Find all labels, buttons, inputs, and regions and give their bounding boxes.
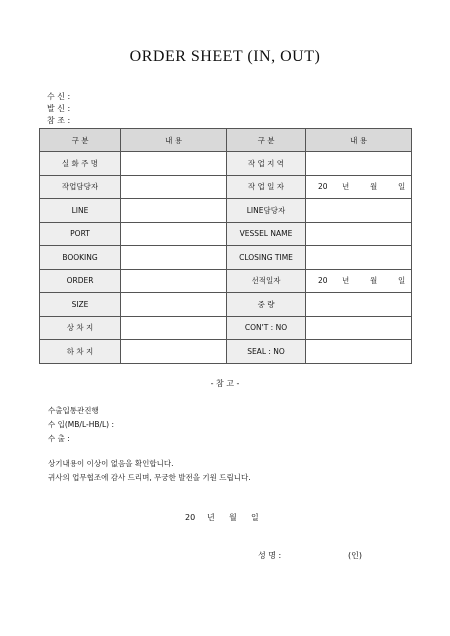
value-cell[interactable] xyxy=(121,222,227,246)
value-cell[interactable] xyxy=(306,152,412,176)
value-cell[interactable] xyxy=(306,246,412,270)
date-month-label: 월 xyxy=(370,276,378,286)
value-cell[interactable] xyxy=(121,152,227,176)
confirmation-text: 상기내용이 이상이 없음을 확인합니다. xyxy=(48,459,174,468)
row-label: 작 업 지 역 xyxy=(227,152,306,176)
date-year-label: 년 xyxy=(342,182,350,192)
date-day-label: 일 xyxy=(251,513,259,522)
column-header: 내 용 xyxy=(121,129,227,152)
work-date-cell[interactable] xyxy=(306,175,412,199)
value-cell[interactable] xyxy=(306,293,412,317)
value-cell[interactable] xyxy=(306,199,412,223)
table-row xyxy=(40,222,412,246)
customs-heading: 수출입통관진행 xyxy=(48,406,99,415)
row-label: 작 업 일 자 xyxy=(227,175,306,199)
row-label: LINE xyxy=(40,199,121,223)
value-cell[interactable] xyxy=(121,293,227,317)
table-row xyxy=(40,293,412,317)
row-label: PORT xyxy=(40,222,121,246)
order-table xyxy=(39,128,412,364)
date-day-label: 일 xyxy=(398,276,406,286)
row-label: 상 차 지 xyxy=(40,316,121,340)
table-row xyxy=(40,316,412,340)
value-cell[interactable] xyxy=(121,316,227,340)
column-header: 구 분 xyxy=(227,129,306,152)
column-header: 구 분 xyxy=(40,129,121,152)
export-line: 수 출 : xyxy=(48,434,70,443)
value-cell[interactable] xyxy=(121,246,227,270)
row-label: SEAL : NO xyxy=(227,340,306,364)
table-row xyxy=(40,246,412,270)
value-cell[interactable] xyxy=(306,340,412,364)
row-label: ORDER xyxy=(40,269,121,293)
recipient-line: 수 신 : xyxy=(47,92,71,101)
row-label: 선적일자 xyxy=(227,269,306,293)
value-cell[interactable] xyxy=(121,175,227,199)
row-label: SIZE xyxy=(40,293,121,317)
value-cell[interactable] xyxy=(121,340,227,364)
table-row xyxy=(40,269,412,293)
row-label: LINE담당자 xyxy=(227,199,306,223)
table-row xyxy=(40,152,412,176)
date-month-label: 월 xyxy=(229,513,237,522)
date-year-label: 년 xyxy=(342,276,350,286)
value-cell[interactable] xyxy=(121,199,227,223)
value-cell[interactable] xyxy=(121,269,227,293)
row-label: CLOSING TIME xyxy=(227,246,306,270)
seal-mark: (인) xyxy=(348,551,362,560)
column-header: 내 용 xyxy=(306,129,412,152)
row-label: CON'T : NO xyxy=(227,316,306,340)
table-header-row xyxy=(40,129,412,152)
row-label: BOOKING xyxy=(40,246,121,270)
reference-line: 참 조 : xyxy=(47,116,71,125)
value-cell[interactable] xyxy=(306,222,412,246)
row-label: 중 량 xyxy=(227,293,306,317)
signature-line xyxy=(258,550,362,561)
row-label: 실 화 주 명 xyxy=(40,152,121,176)
date-year: 20 xyxy=(318,276,328,286)
document-title: ORDER SHEET (IN, OUT) xyxy=(129,48,321,65)
table-row xyxy=(40,340,412,364)
shipping-date-cell[interactable] xyxy=(306,269,412,293)
sender-line: 발 신 : xyxy=(47,104,71,113)
date-day-label: 일 xyxy=(398,182,406,192)
date-year-label: 년 xyxy=(207,513,215,522)
reference-heading: - 참 고 - xyxy=(210,379,240,388)
row-label: VESSEL NAME xyxy=(227,222,306,246)
date-month-label: 월 xyxy=(370,182,378,192)
issue-date xyxy=(185,512,259,523)
date-year: 20 xyxy=(185,513,196,522)
row-label: 하 차 지 xyxy=(40,340,121,364)
table-row xyxy=(40,175,412,199)
date-year: 20 xyxy=(318,182,328,192)
thanks-text: 귀사의 업무협조에 감사 드리며, 무궁한 발전을 기원 드립니다. xyxy=(48,473,251,482)
import-line: 수 입(MB/L-HB/L) : xyxy=(48,420,115,429)
signature-label: 성 명 : xyxy=(258,551,282,560)
row-label: 작업담당자 xyxy=(40,175,121,199)
value-cell[interactable] xyxy=(306,316,412,340)
table-row xyxy=(40,199,412,223)
